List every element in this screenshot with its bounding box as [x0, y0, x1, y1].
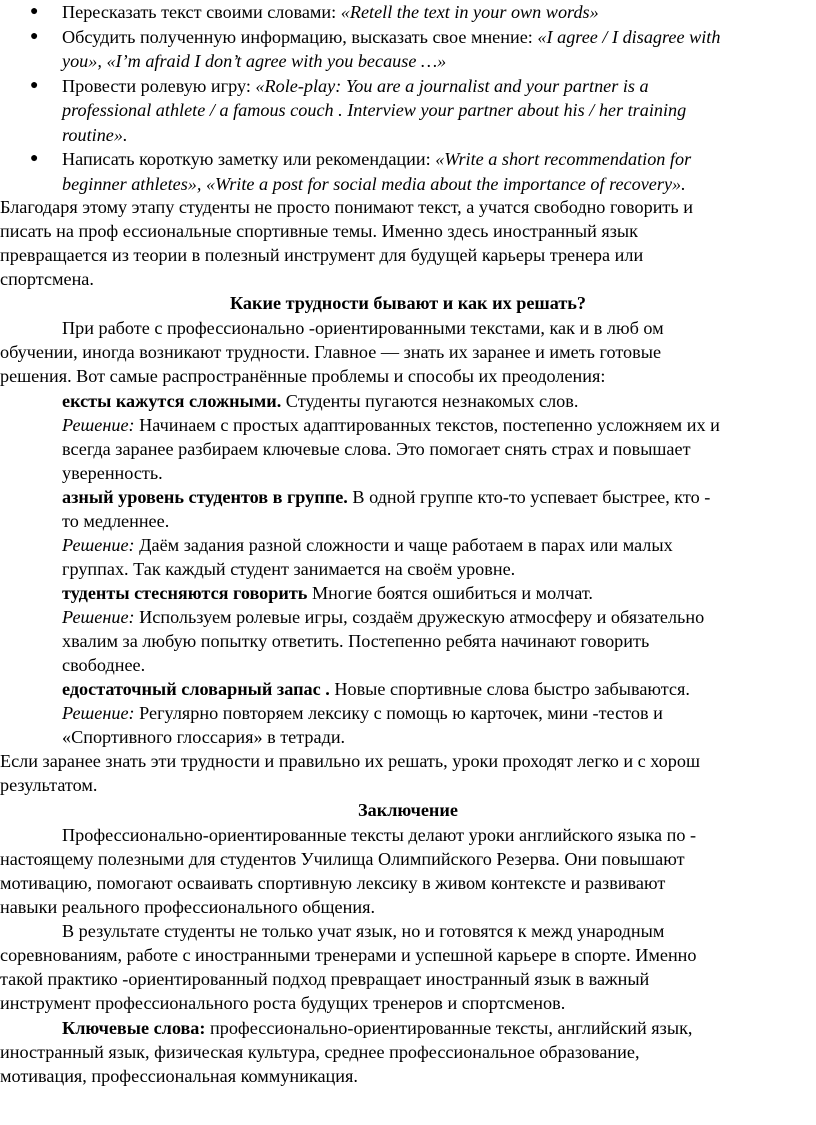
section-heading: Какие трудности бывают и как их решать? [229, 293, 587, 313]
paragraph-line: результатом. [0, 775, 98, 795]
task-list [0, 0, 816, 196]
bullet-icon: ● [30, 151, 39, 166]
solution-line: всегда заранее разбираем ключевые слова. Это помогает снять страх и повышает [62, 439, 691, 459]
paragraph-line: Профессионально-ориентированные тексты делают уроки английского языка по - [62, 825, 697, 845]
solution-line: Решение: Начинаем с простых адаптированных текстов, постепенно усложняем их и [62, 415, 720, 435]
solution-line: Решение: Используем ролевые игры, создаём дружескую атмосферу и обязательно [62, 607, 705, 627]
problem-title: ексты кажутся сложными. Студенты пугаются незнакомых слов. [62, 391, 579, 411]
paragraph-line: такой практико -ориентированный подход превращает иностранный язык в важный [0, 969, 650, 989]
bullet-icon: ● [30, 77, 39, 93]
paragraph-line: При работе с профессионально -ориентированными текстами, как и в люб ом [62, 318, 664, 338]
paragraph-line: мотивацию, помогают осваивать спортивную лексику в живом контексте и развивают [0, 873, 666, 893]
paragraph-line: навыки реального профессионального общения. [0, 897, 376, 917]
bullet-icon: ● [30, 4, 39, 19]
paragraph-line: спортсмена. [0, 269, 94, 289]
section-heading: Заключение [358, 800, 458, 820]
paragraph-line: В результате студенты не только учат язык, но и готовятся к межд ународным [62, 921, 665, 941]
solution-line: Решение: Регулярно повторяем лексику с помощь ю карточек, мини -тестов и [62, 703, 663, 723]
problem-title: азный уровень студентов в группе. В одной группе кто-то успевает быстрее, кто - [62, 487, 711, 507]
solution-line: свободнее. [62, 655, 146, 675]
paragraph-line: решения. Вот самые распространённые проблемы и способы их преодоления: [0, 366, 606, 386]
keywords-line: Ключевые слова: профессионально-ориентированные тексты, английский язык, [62, 1018, 693, 1038]
keywords-line: иностранный язык, физическая культура, среднее профессиональное образование, [0, 1042, 640, 1062]
solution-line: хвалим за любую попытку ответить. Постепенно ребята начинают говорить [62, 631, 650, 651]
solution-line: группах. Так каждый студент занимается на своём уровне. [62, 559, 516, 579]
task-item: ● Пересказать текст своими словами: «Retell the text in your own words» [0, 0, 816, 25]
paragraph-line: Благодаря этому этапу студенты не просто понимают текст, а учатся свободно говорить и [0, 197, 693, 217]
task-item: ● Провести ролевую игру: «Role-play: You are a journalist and your partner is a professional athlete / a famous couch . Interview your partner about his / her training routine». [30, 75, 687, 145]
solution-line: уверенность. [62, 463, 163, 483]
paragraph-line: писать на проф ессиональные спортивные темы. Именно здесь иностранный язык [0, 221, 638, 241]
paragraph-line: настоящему полезными для студентов Училища Олимпийского Резерва. Они повышают [0, 849, 685, 869]
solution-line: Решение: Даём задания разной сложности и чаще работаем в парах или малых [62, 535, 673, 555]
problem-line: то медленнее. [62, 511, 170, 531]
problem-title: едостаточный словарный запас . Новые спортивные слова быстро забываются. [62, 679, 690, 699]
paragraph-line: превращается из теории в полезный инструмент для будущей карьеры тренера или [0, 245, 644, 265]
problem-title: туденты стесняются говорить Многие боятся ошибиться и молчат. [62, 583, 593, 603]
bullet-icon: ● [30, 28, 39, 44]
task-item: ● Написать короткую заметку или рекомендации: «Write a short recommendation for beginner athletes», «Write a post for social media about the importance of recovery». [30, 149, 692, 194]
paragraph-line: соревнованиям, работе с иностранными тренерами и успешной карьере в спорте. Именно [0, 945, 697, 965]
paragraph-line: инструмент профессионального роста будущих тренеров и спортсменов. [0, 993, 566, 1013]
task-item: ● Обсудить полученную информацию, высказать свое мнение: «I agree / I disagree with you», «I’m afraid I don’t agree with you because …» [30, 26, 721, 71]
paragraph-line: Если заранее знать эти трудности и правильно их решать, уроки проходят легко и с хорош [0, 751, 700, 771]
paragraph-line: обучении, иногда возникают трудности. Главное — знать их заранее и иметь готовые [0, 342, 662, 362]
keywords-line: мотивация, профессиональная коммуникация. [0, 1066, 358, 1086]
solution-line: «Спортивного глоссария» в тетради. [62, 727, 346, 747]
